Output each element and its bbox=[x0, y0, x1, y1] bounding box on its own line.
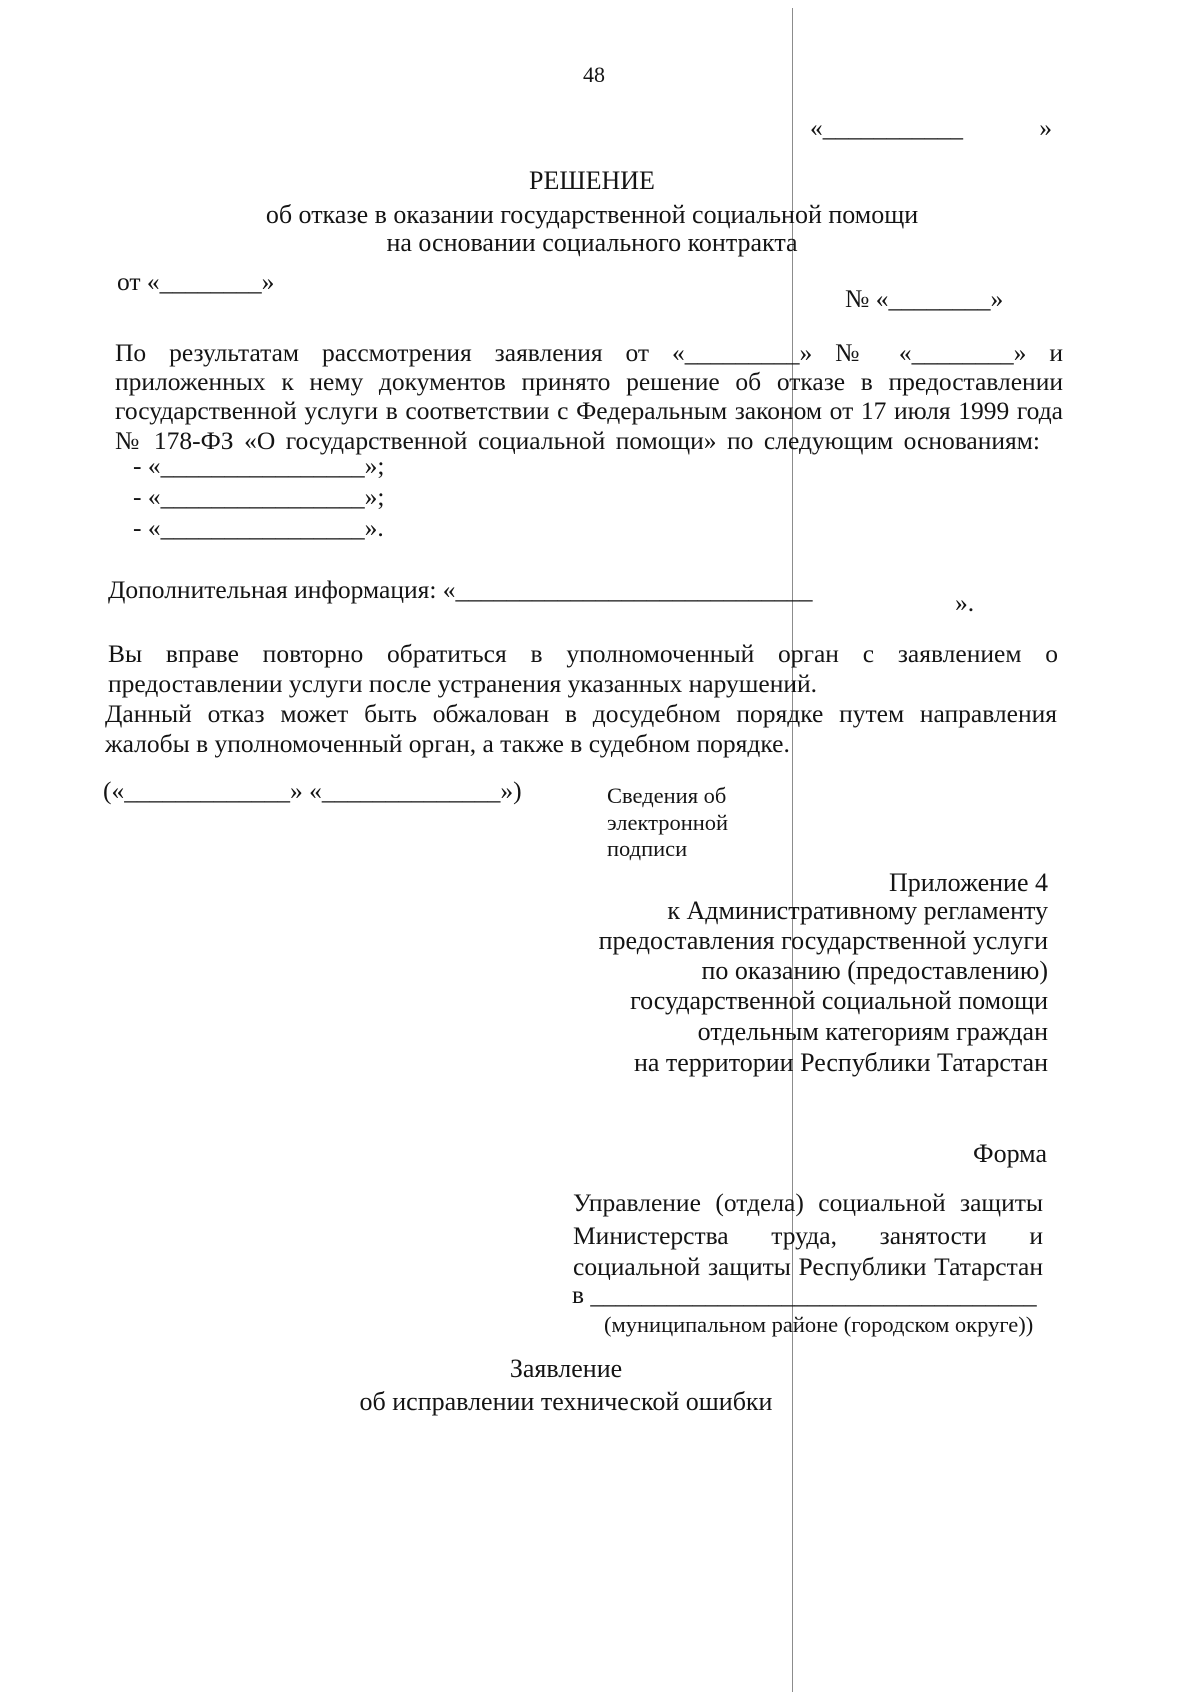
application-subtitle: об исправлении технической ошибки bbox=[359, 1387, 773, 1416]
body-line: государственной услуги в соответствии с Федеральным законом от 17 июля 1999 года bbox=[115, 396, 1063, 425]
addressee-line: социальной защиты Республики Татарстан bbox=[573, 1252, 1043, 1281]
additional-info-label: Дополнительная информация: «____________________________ bbox=[108, 575, 813, 604]
addressee-district-field: в ___________________________________ bbox=[572, 1280, 1037, 1309]
decision-title: РЕШЕНИЕ bbox=[529, 166, 655, 195]
top-blank-field bbox=[810, 113, 1052, 143]
application-title: Заявление bbox=[509, 1354, 623, 1383]
ground-item: - «________________»; bbox=[133, 451, 385, 480]
signature-note-line: электронной bbox=[607, 810, 729, 835]
addressee-district-caption: (муниципальном районе (городском округе)) bbox=[604, 1312, 1034, 1337]
appeal-line: жалобы в уполномоченный орган, а также в судебном порядке. bbox=[105, 729, 790, 758]
appendix-heading-line: государственной социальной помощи bbox=[630, 986, 1048, 1015]
ground-item: - «________________»; bbox=[133, 482, 385, 511]
addressee-line: Министерства труда, занятости и bbox=[573, 1221, 1043, 1250]
additional-info-close: ». bbox=[955, 588, 975, 617]
ground-item: - «________________». bbox=[133, 513, 384, 542]
scan-artifact-line bbox=[792, 8, 793, 1692]
body-line: приложенных к нему документов принято решение об отказе в предоставлении bbox=[115, 367, 1063, 396]
form-label: Форма bbox=[973, 1139, 1047, 1168]
addressee-line: Управление (отдела) социальной защиты bbox=[573, 1188, 1043, 1217]
appendix-heading-line: предоставления государственной услуги bbox=[598, 926, 1048, 955]
decision-number-field: № «________» bbox=[845, 284, 1004, 313]
appeal-line: Данный отказ может быть обжалован в досудебном порядке путем направления bbox=[105, 699, 1057, 728]
body-line: № 178-ФЗ «О государственной социальной помощи» по следующим основаниям: bbox=[115, 426, 1040, 455]
top-blank-field-open: «___________ bbox=[810, 113, 963, 142]
appeal-line: предоставлении услуги после устранения указанных нарушений. bbox=[108, 669, 818, 698]
appendix-heading-line: Приложение 4 bbox=[888, 868, 1048, 897]
page-number: 48 bbox=[583, 62, 605, 87]
appendix-heading-line: к Административному регламенту bbox=[667, 896, 1048, 925]
decision-subtitle-line-2: на основании социального контракта bbox=[386, 228, 798, 257]
appeal-line: Вы вправе повторно обратиться в уполномоченный орган с заявлением о bbox=[108, 639, 1058, 668]
body-line: По результатам рассмотрения заявления от «_________» № «________» и bbox=[115, 338, 1063, 367]
signature-note-line: Сведения об bbox=[607, 783, 727, 808]
decision-subtitle-line-1: об отказе в оказании государственной социальной помощи bbox=[265, 200, 919, 229]
signature-fields: («_____________» «______________») bbox=[103, 776, 522, 805]
appendix-heading-line: на территории Республики Татарстан bbox=[633, 1048, 1048, 1077]
appendix-heading-line: отдельным категориям граждан bbox=[697, 1017, 1048, 1046]
signature-note-line: подписи bbox=[607, 836, 688, 861]
decision-date-field: от «________» bbox=[117, 267, 275, 296]
top-blank-field-close: » bbox=[1039, 113, 1052, 142]
appendix-heading-line: по оказанию (предоставлению) bbox=[701, 956, 1048, 985]
